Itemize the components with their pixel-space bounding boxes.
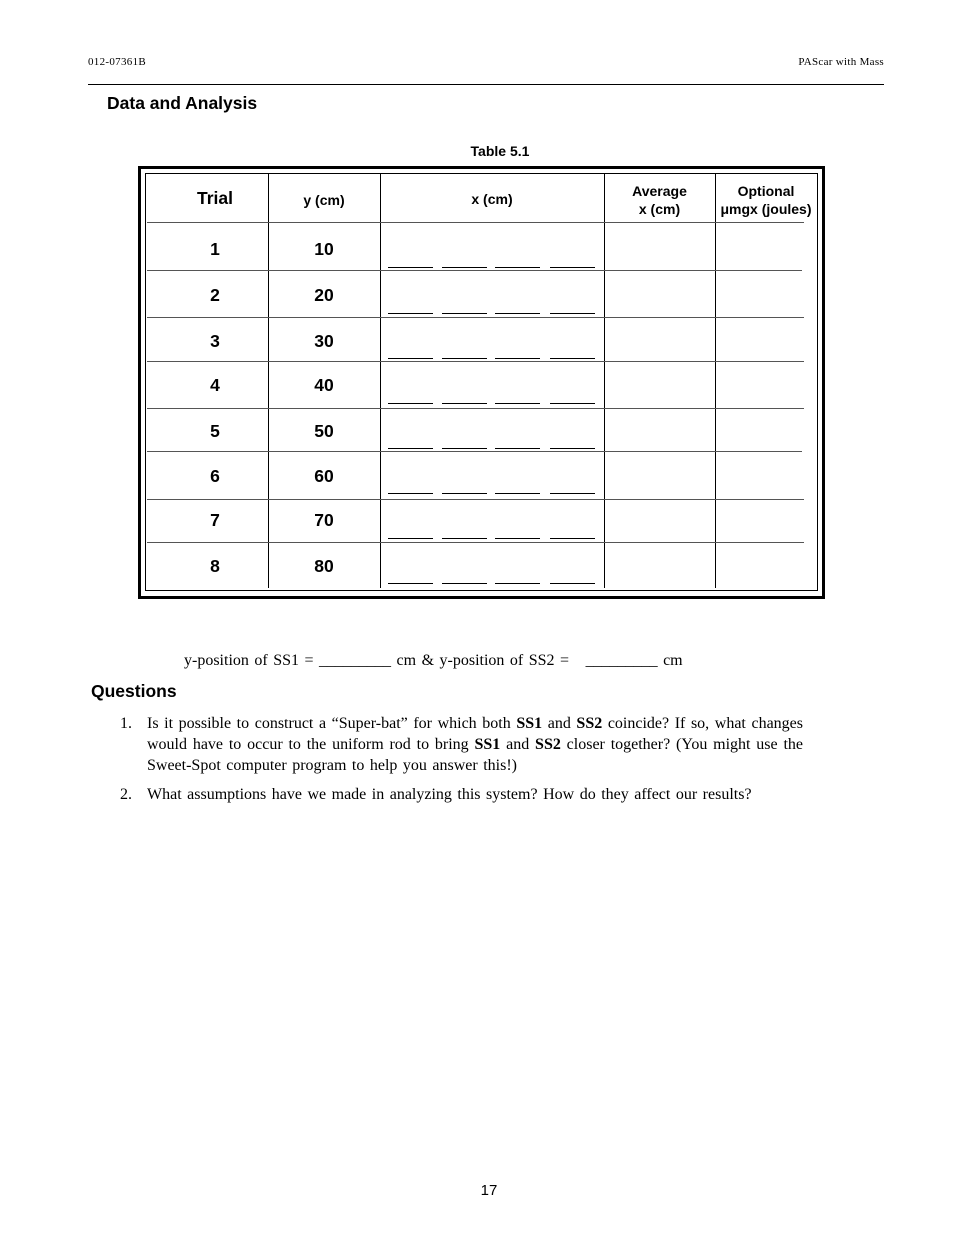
header-x: x (cm) — [471, 191, 513, 207]
header-rule — [88, 84, 884, 85]
y-cell: 70 — [314, 510, 334, 530]
x-blank — [388, 313, 433, 314]
trial-cell: 8 — [210, 556, 220, 576]
x-blank — [495, 583, 540, 584]
question-1 — [120, 713, 803, 776]
header-optional-line1: Optional — [737, 183, 795, 199]
document-code: 012-07361B — [88, 56, 146, 68]
header-y: y (cm) — [303, 192, 345, 208]
x-blank — [388, 538, 433, 539]
data-table — [145, 173, 818, 591]
question-text: What assumptions have we made in analyzing this system? How do they affect our results? — [147, 786, 752, 803]
x-blank — [495, 267, 540, 268]
y-cell: 30 — [314, 331, 334, 351]
x-blank — [388, 448, 433, 449]
row-divider — [147, 361, 804, 362]
question-number: 2. — [120, 786, 132, 803]
question-2 — [120, 784, 840, 805]
y-cell: 20 — [314, 285, 334, 305]
header-optional — [712, 182, 820, 218]
trial-cell: 2 — [210, 285, 220, 305]
header-average — [604, 182, 715, 218]
x-blank — [442, 583, 487, 584]
x-blank — [442, 358, 487, 359]
x-blank — [388, 583, 433, 584]
row-divider — [147, 408, 804, 409]
trial-cell: 1 — [210, 239, 220, 259]
trial-cell: 5 — [210, 421, 220, 441]
x-blank — [442, 403, 487, 404]
row-divider — [147, 270, 802, 271]
x-blank — [550, 493, 595, 494]
y-cell: 60 — [314, 466, 334, 486]
column-divider — [380, 174, 381, 588]
x-blank — [550, 538, 595, 539]
column-divider — [604, 174, 605, 588]
x-blank — [388, 267, 433, 268]
trial-cell: 6 — [210, 466, 220, 486]
x-blank — [550, 448, 595, 449]
x-blank — [550, 583, 595, 584]
row-divider — [147, 542, 804, 543]
question-text: Is it possible to construct a “Super-bat” for which both SS1 and SS2 coincide? If so, what changes would have to occur to the uniform rod to bring SS1 and SS2 closer together? (You might use the Sweet-Spot computer program to help you answer this!) — [147, 715, 804, 774]
ss-position-line: y-position of SS1 = _________ cm & y-position of SS2 = _________ cm — [184, 652, 683, 669]
x-blank — [495, 448, 540, 449]
column-divider — [715, 174, 716, 588]
x-blank — [388, 493, 433, 494]
x-blank — [550, 403, 595, 404]
x-blank — [495, 358, 540, 359]
questions-title: Questions — [91, 681, 177, 701]
running-title: PAScar with Mass — [798, 56, 884, 68]
x-blank — [442, 267, 487, 268]
table-caption: Table 5.1 — [470, 143, 530, 159]
x-blank — [442, 493, 487, 494]
x-blank — [495, 493, 540, 494]
x-blank — [550, 267, 595, 268]
row-divider — [147, 222, 804, 223]
x-blank — [442, 448, 487, 449]
header-trial: Trial — [197, 188, 233, 208]
x-blank — [495, 538, 540, 539]
question-number: 1. — [120, 715, 132, 732]
x-blank — [495, 313, 540, 314]
page-number: 17 — [480, 1182, 498, 1199]
header-optional-line2: μmgx (joules) — [720, 201, 812, 217]
y-cell: 50 — [314, 421, 334, 441]
trial-cell: 7 — [210, 510, 220, 530]
x-blank — [442, 313, 487, 314]
section-title: Data and Analysis — [107, 93, 258, 113]
y-cell: 80 — [314, 556, 334, 576]
x-blank — [550, 313, 595, 314]
row-divider — [147, 499, 804, 500]
row-divider — [147, 317, 804, 318]
x-blank — [550, 358, 595, 359]
x-blank — [388, 358, 433, 359]
trial-cell: 3 — [210, 331, 220, 351]
header-average-line1: Average — [632, 183, 687, 199]
row-divider — [147, 451, 802, 452]
x-blank — [442, 538, 487, 539]
header-average-line2: x (cm) — [638, 201, 681, 217]
y-cell: 40 — [314, 375, 334, 395]
y-cell: 10 — [314, 239, 334, 259]
column-divider — [268, 174, 269, 588]
trial-cell: 4 — [210, 375, 220, 395]
x-blank — [495, 403, 540, 404]
x-blank — [388, 403, 433, 404]
